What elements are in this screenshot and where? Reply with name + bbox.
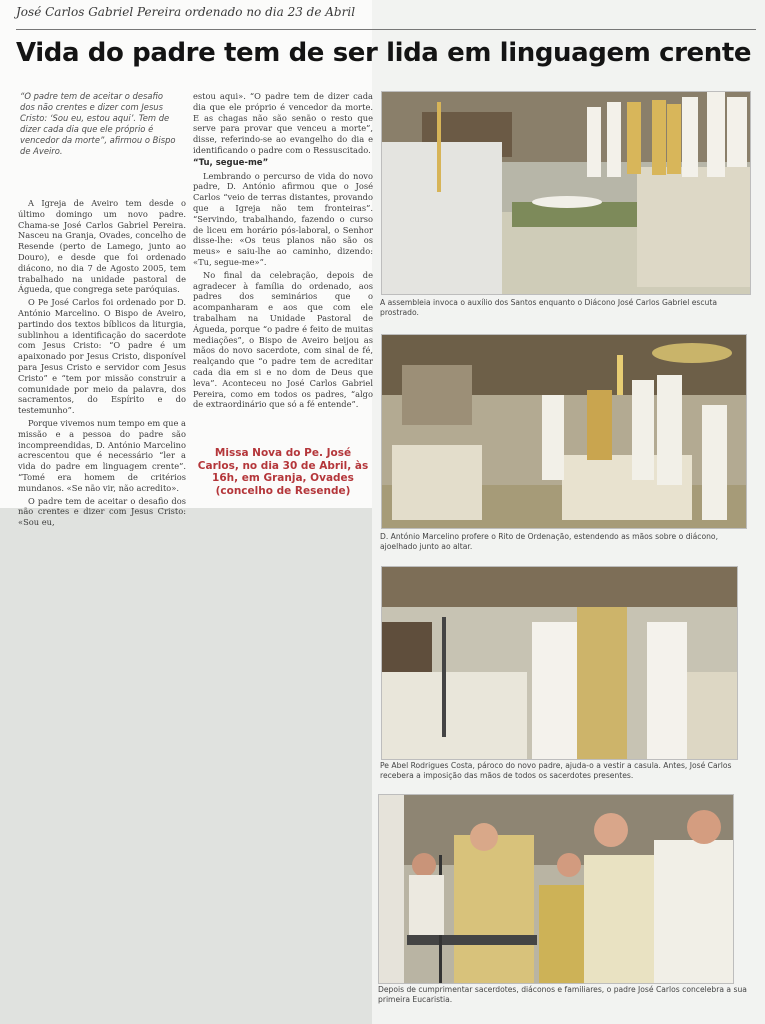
photo-vesting (381, 566, 738, 760)
pullquote: “O padre tem de aceitar o desafio dos não crentes e dizer com Jesus Cristo: ‘Sou eu, estou aqui’. Tem de dizer cada dia que ele próprio é vencedor da morte”, afirmou o Bispo de Aveiro. (20, 91, 176, 156)
photo-caption: Pe Abel Rodrigues Costa, pároco do novo padre, ajuda-o a vestir a casula. Antes, José Carlos recebera a imposição das mãos de todos os sacerdotes presentes. (380, 761, 732, 780)
divider (16, 29, 756, 30)
column-2 (193, 91, 373, 412)
paragraph: A Igreja de Aveiro tem desde o último domingo um novo padre. Chama-se José Carlos Gabriel Pereira. Nasceu na Granja, Ovades, concelho de Resende (perto de Lamego, junto ao Douro), e desde que foi ordenado diácono, no dia 7 de Agosto 2005, tem trabalhado na unidade pastoral de Águeda, que congrega sete paróquias. (18, 198, 186, 295)
subheading: “Tu, segue-me” (193, 157, 269, 168)
paragraph: O padre tem de aceitar o desafio dos não crentes e dizer com Jesus Cristo: «Sou eu, (18, 495, 186, 528)
paragraph: estou aqui». “O padre tem de dizer cada dia que ele próprio é vencedor da morte. E as chagas não são senão o resto que serve para provar que venceu a morte”, disse, referindo-se ao evangelho do dia e identificando o padre com o Ressuscitado. (193, 91, 373, 155)
column-1 (18, 198, 186, 530)
kicker: José Carlos Gabriel Pereira ordenado no dia 23 de Abril (16, 5, 356, 19)
paragraph: Porque vivemos num tempo em que a missão e a pessoa do padre são incompreendidas, D. António Marcelino acrescentou que é necessário “ler a vida do padre em linguagem crente”. “Tomé era homem de critérios mundanos. «Se não vir, não acredito». (18, 417, 186, 493)
paragraph: No final da celebração, depois de agradecer à família do ordenado, aos padres dos seminários que o acompanharam e aos que com ele trabalham na Unidade Pastoral de Águeda, porque “o padre é feito de muitas mediações”, o Bispo de Aveiro beijou as mãos do novo sacerdote, com sinal de fé, realçando que “o padre tem de acreditar cada dia em si e no dom de Deus que leva”. Aconteceu no José Carlos Gabriel Pereira, como em todos os padres, “algo de extraordinário que só a fé entende”. (193, 269, 373, 410)
photo-first-eucharist (378, 794, 734, 984)
photo-caption: A assembleia invoca o auxílio dos Santos enquanto o Diácono José Carlos Gabriel escuta prostrado. (380, 298, 718, 317)
photo-caption: D. António Marcelino profere o Rito de Ordenação, estendendo as mãos sobre o diácono, ajoelhado junto ao altar. (380, 532, 718, 551)
headline: Vida do padre tem de ser lida em linguagem crente (16, 38, 752, 68)
photo-caption: Depois de cumprimentar sacerdotes, diáconos e familiares, o padre José Carlos concelebra a sua primeira Eucaristia. (378, 985, 747, 1004)
event-callout: Missa Nova do Pe. José Carlos, no dia 30 de Abril, às 16h, em Granja, Ovades (concelho de Resende) (197, 447, 369, 497)
background-area (0, 508, 372, 1024)
paragraph: Lembrando o percurso de vida do novo padre, D. António afirmou que o José Carlos “veio de terras distantes, provando que a Igreja não tem fronteiras”. “Servindo, trabalhando, fazendo o curso de liceu em horário pós-laboral, o Senhor disse-lhe: «Os teus planos não são os meus» e saiu-lhe ao caminho, dizendo: «Tu, segue-me»”. (193, 170, 373, 267)
photo-ordination-rite (381, 334, 747, 529)
photo-prostration (381, 91, 751, 295)
paragraph: O Pe José Carlos foi ordenado por D. António Marcelino. O Bispo de Aveiro, partindo dos textos bíblicos da liturgia, sublinhou a identificação do sacerdote com Jesus Cristo: “O padre é um apaixonado por Jesus Cristo, disponível para Jesus Cristo e servidor com Jesus Cristo” e “tem por missão construir a comunidade por meio da palavra, dos sacramentos, do Espírito e do testemunho”. (18, 297, 186, 416)
